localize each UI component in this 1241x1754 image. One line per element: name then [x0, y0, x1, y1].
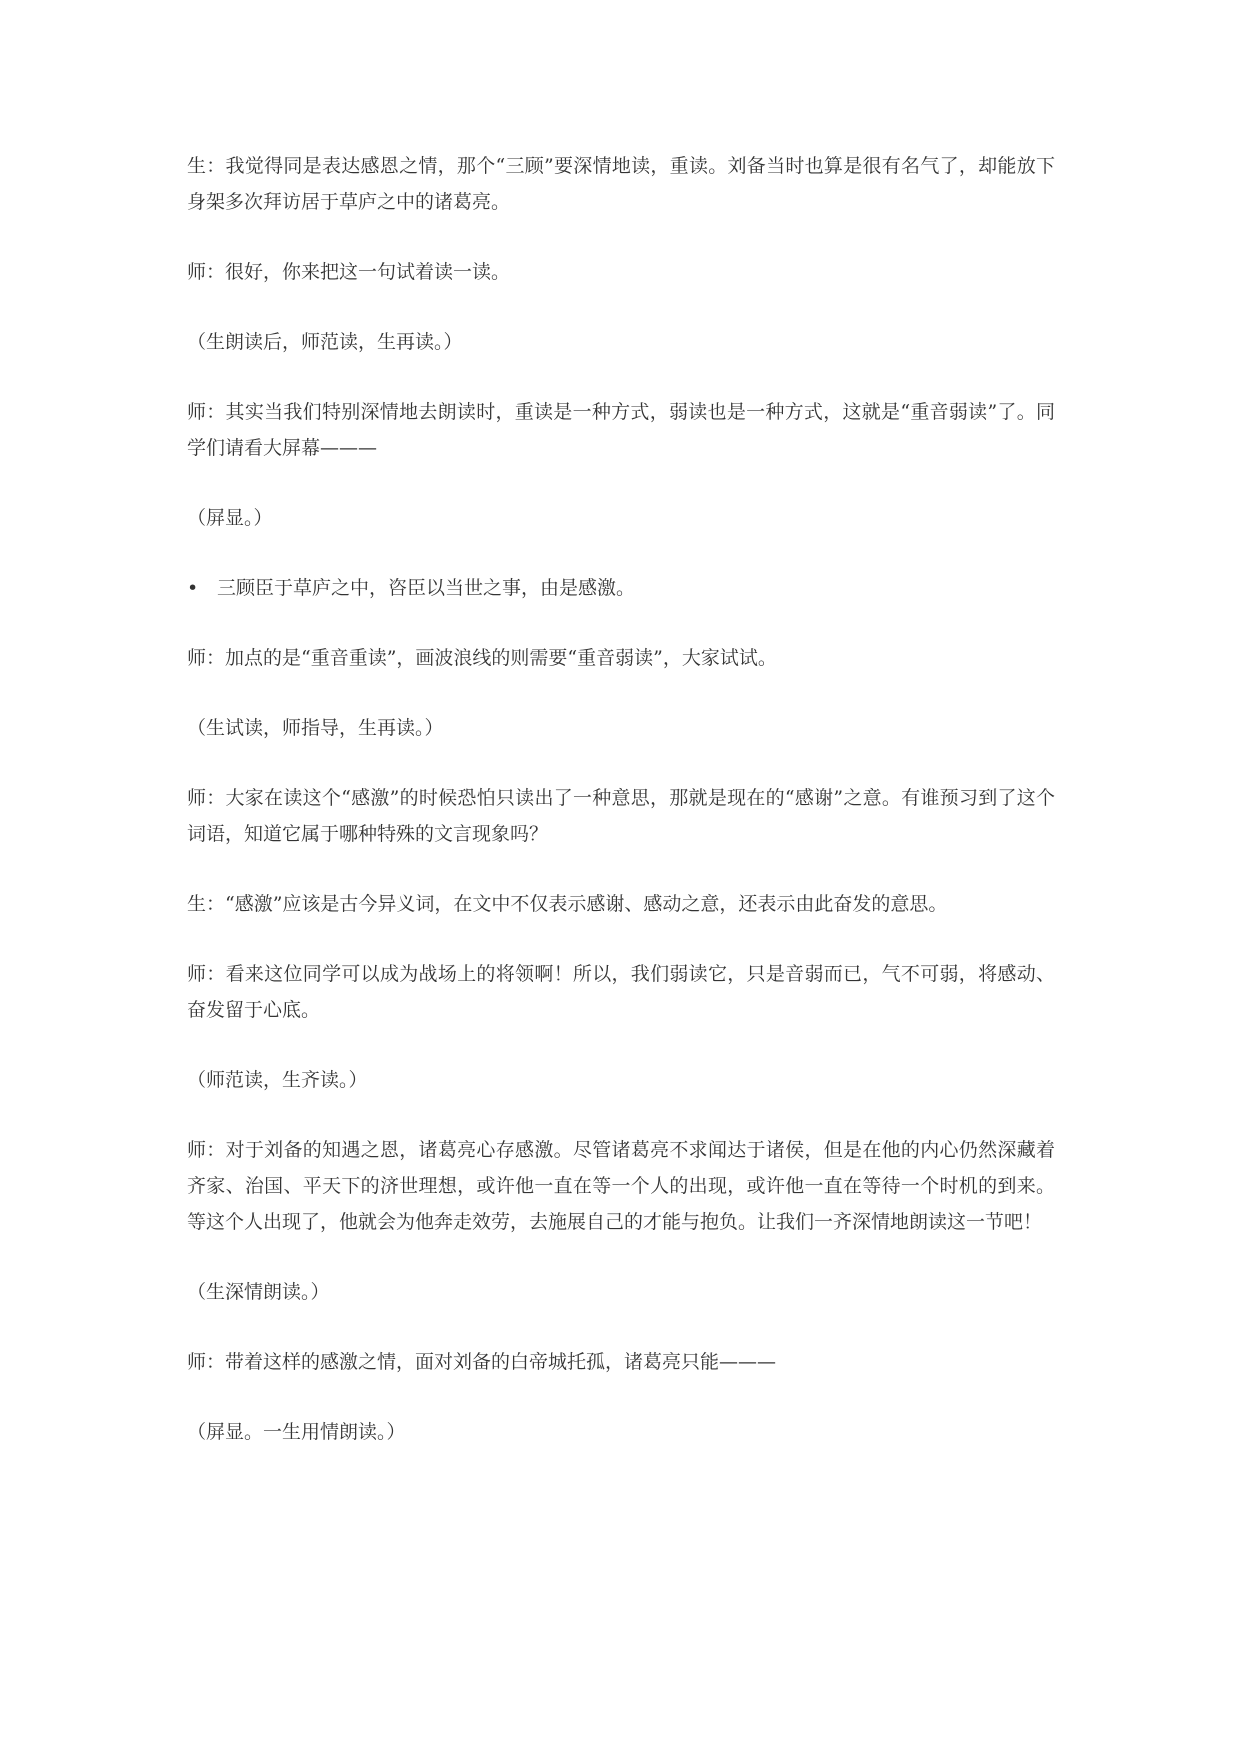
- paragraph: （生试读，师指导，生再读。）: [187, 717, 444, 739]
- paragraph: （生朗读后，师范读，生再读。）: [187, 331, 463, 353]
- paragraph: 生：“感激”应该是古今异义词，在文中不仅表示感谢、感动之意，还表示由此奋发的意思。: [187, 893, 948, 915]
- bullet-icon: •: [187, 577, 199, 599]
- paragraph: 师：加点的是“重音重读”，画波浪线的则需要“重音弱读”，大家试试。: [187, 647, 777, 669]
- paragraph: 师：对于刘备的知遇之恩，诸葛亮心存感激。尽管诸葛亮不求闻达于诸侯，但是在他的内心仍然深藏着齐家、治国、平天下的济世理想，或许他一直在等一个人的出现，或许他一直在等待一个时机的到来。等这个人出现了，他就会为他奔走效劳，去施展自己的才能与抱负。让我们一齐深情地朗读这一节吧！: [187, 1139, 1055, 1233]
- bullet-paragraph: [187, 570, 1055, 606]
- paragraph: 师：带着这样的感激之情，面对刘备的白帝城托孤，诸葛亮只能———: [187, 1351, 777, 1373]
- document-body: [187, 148, 1055, 1484]
- paragraph: 师：大家在读这个“感激”的时候恐怕只读出了一种意思，那就是现在的“感谢”之意。有谁预习到了这个词语，知道它属于哪种特殊的文言现象吗？: [187, 787, 1055, 845]
- paragraph: （生深情朗读。）: [187, 1281, 330, 1303]
- paragraph: 生：我觉得同是表达感恩之情，那个“三顾”要深情地读，重读。刘备当时也算是很有名气了，却能放下身架多次拜访居于草庐之中的诸葛亮。: [187, 155, 1055, 213]
- paragraph: （屏显。一生用情朗读。）: [187, 1421, 406, 1443]
- paragraph: （屏显。）: [187, 507, 273, 529]
- paragraph: 师：看来这位同学可以成为战场上的将领啊！所以，我们弱读它，只是音弱而已，气不可弱，将感动、奋发留于心底。: [187, 963, 1055, 1021]
- bullet-text: 三顾臣于草庐之中，咨臣以当世之事，由是感激。: [217, 577, 636, 599]
- paragraph: 师：很好，你来把这一句试着读一读。: [187, 261, 511, 283]
- paragraph: （师范读，生齐读。）: [187, 1069, 368, 1091]
- paragraph: 师：其实当我们特别深情地去朗读时，重读是一种方式，弱读也是一种方式，这就是“重音弱读”了。同学们请看大屏幕———: [187, 401, 1055, 459]
